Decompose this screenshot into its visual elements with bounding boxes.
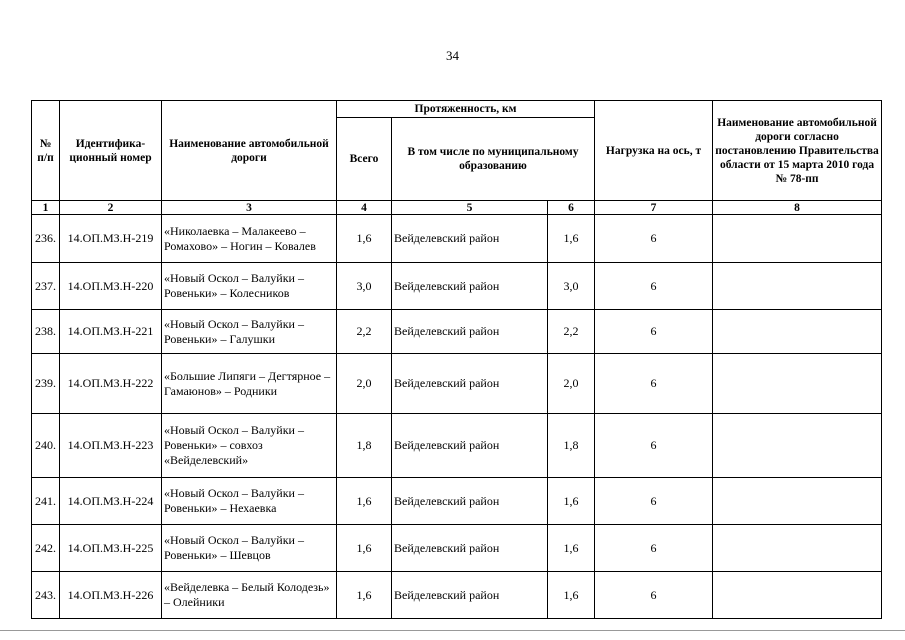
gov-road-name: [713, 354, 882, 414]
district-name: Вейделевский район: [392, 478, 548, 525]
axle-load: 6: [595, 572, 713, 619]
road-name: «Новый Оскол – Валуйки – Ровеньки» – совхоз «Вейделевский»: [162, 414, 337, 478]
length-part: 3,0: [548, 263, 595, 310]
road-id: 14.ОП.МЗ.Н-222: [60, 354, 162, 414]
table-row: [32, 263, 882, 310]
road-id: 14.ОП.МЗ.Н-225: [60, 525, 162, 572]
table-row: [32, 414, 882, 478]
road-name: «Новый Оскол – Валуйки – Ровеньки» – Нехаевка: [162, 478, 337, 525]
page-bottom-edge: [0, 630, 905, 634]
road-name: «Новый Оскол – Валуйки – Ровеньки» – Галушки: [162, 310, 337, 354]
header-id: Идентифика-ционный номер: [60, 101, 162, 201]
header-name: Наименование автомобильной дороги: [162, 101, 337, 201]
road-name: «Большие Липяги – Дегтярное – Гамаюнов» – Родники: [162, 354, 337, 414]
road-name: «Новый Оскол – Валуйки – Ровеньки» – Шевцов: [162, 525, 337, 572]
district-name: Вейделевский район: [392, 263, 548, 310]
header-no: № п/п: [32, 101, 60, 201]
road-name: «Николаевка – Малакеево – Ромахово» – Ногин – Ковалев: [162, 215, 337, 263]
row-number: 240.: [32, 414, 60, 478]
length-part: 1,6: [548, 478, 595, 525]
gov-road-name: [713, 478, 882, 525]
table-row: [32, 354, 882, 414]
road-id: 14.ОП.МЗ.Н-220: [60, 263, 162, 310]
length-total: 1,8: [337, 414, 392, 478]
road-id: 14.ОП.МЗ.Н-219: [60, 215, 162, 263]
road-name: «Вейделевка – Белый Колодезь» – Олейники: [162, 572, 337, 619]
roads-table: [31, 100, 882, 619]
gov-road-name: [713, 310, 882, 354]
axle-load: 6: [595, 354, 713, 414]
length-part: 1,6: [548, 572, 595, 619]
column-numbers-row: [32, 201, 882, 215]
axle-load: 6: [595, 310, 713, 354]
table-row: [32, 215, 882, 263]
gov-road-name: [713, 263, 882, 310]
road-id: 14.ОП.МЗ.Н-224: [60, 478, 162, 525]
gov-road-name: [713, 572, 882, 619]
district-name: Вейделевский район: [392, 572, 548, 619]
table-row: [32, 525, 882, 572]
header-load: Нагрузка на ось, т: [595, 101, 713, 201]
district-name: Вейделевский район: [392, 310, 548, 354]
length-part: 1,6: [548, 525, 595, 572]
row-number: 236.: [32, 215, 60, 263]
table-row: [32, 572, 882, 619]
table-row: [32, 310, 882, 354]
axle-load: 6: [595, 525, 713, 572]
length-total: 3,0: [337, 263, 392, 310]
gov-road-name: [713, 215, 882, 263]
length-total: 2,0: [337, 354, 392, 414]
length-part: 2,2: [548, 310, 595, 354]
row-number: 238.: [32, 310, 60, 354]
road-id: 14.ОП.МЗ.Н-226: [60, 572, 162, 619]
length-total: 2,2: [337, 310, 392, 354]
district-name: Вейделевский район: [392, 414, 548, 478]
col-number: 2: [60, 201, 162, 215]
district-name: Вейделевский район: [392, 215, 548, 263]
row-number: 239.: [32, 354, 60, 414]
road-id: 14.ОП.МЗ.Н-223: [60, 414, 162, 478]
length-part: 2,0: [548, 354, 595, 414]
road-name: «Новый Оскол – Валуйки – Ровеньки» – Колесников: [162, 263, 337, 310]
col-number: 1: [32, 201, 60, 215]
axle-load: 6: [595, 263, 713, 310]
length-total: 1,6: [337, 572, 392, 619]
length-total: 1,6: [337, 478, 392, 525]
page-number: 34: [446, 48, 459, 63]
col-number: 6: [548, 201, 595, 215]
header-length-group: Протяженность, км: [337, 101, 595, 118]
district-name: Вейделевский район: [392, 354, 548, 414]
col-number: 8: [713, 201, 882, 215]
length-part: 1,6: [548, 215, 595, 263]
col-number: 7: [595, 201, 713, 215]
axle-load: 6: [595, 478, 713, 525]
district-name: Вейделевский район: [392, 525, 548, 572]
axle-load: 6: [595, 414, 713, 478]
axle-load: 6: [595, 215, 713, 263]
row-number: 241.: [32, 478, 60, 525]
road-id: 14.ОП.МЗ.Н-221: [60, 310, 162, 354]
length-part: 1,8: [548, 414, 595, 478]
col-number: 4: [337, 201, 392, 215]
gov-road-name: [713, 525, 882, 572]
table-row: [32, 478, 882, 525]
length-total: 1,6: [337, 215, 392, 263]
row-number: 242.: [32, 525, 60, 572]
header-gov-name: Наименование автомобильной дороги согласно постановлению Правительства области от 15 марта 2010 года № 78-пп: [713, 101, 882, 201]
col-number: 5: [392, 201, 548, 215]
col-number: 3: [162, 201, 337, 215]
length-total: 1,6: [337, 525, 392, 572]
header-incl: В том числе по муниципальному образованию: [392, 118, 595, 201]
header-total: Всего: [337, 118, 392, 201]
gov-road-name: [713, 414, 882, 478]
row-number: 243.: [32, 572, 60, 619]
row-number: 237.: [32, 263, 60, 310]
